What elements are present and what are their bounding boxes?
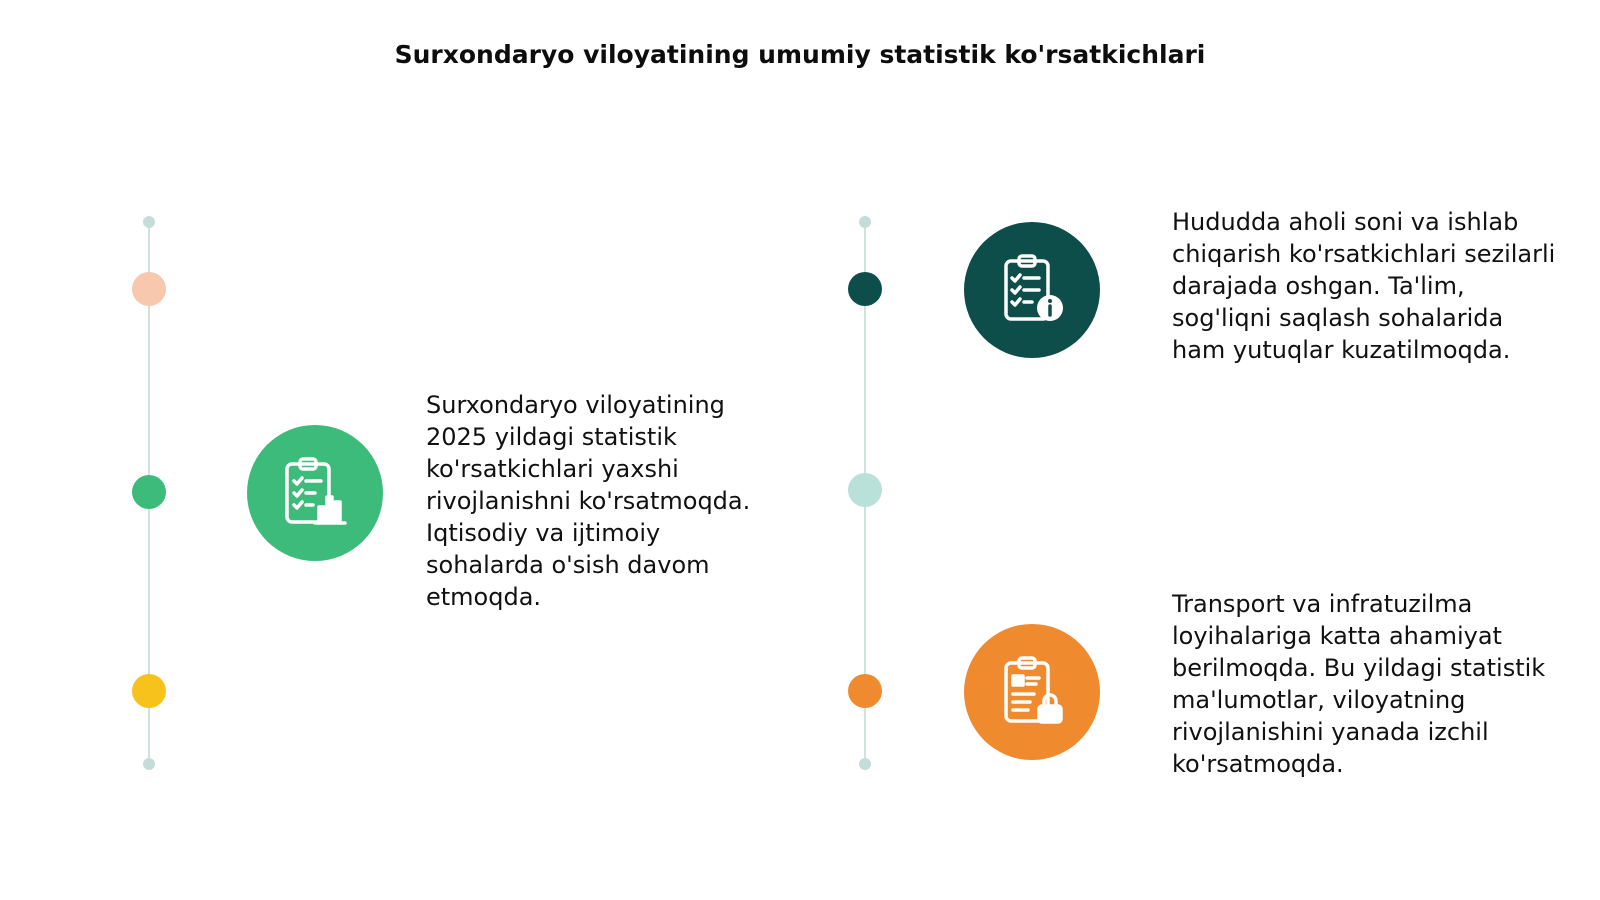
left-timeline-node-yellow <box>132 674 166 708</box>
clipboard-info-icon <box>964 222 1100 358</box>
right-timeline-end-dot <box>859 758 871 770</box>
left-timeline-node-peach <box>132 272 166 306</box>
timeline-item-3-text: Transport va infratuzilma loyihalariga katta ahamiyat berilmoqda. Bu yildagi statistik ma'lumotlar, viloyatning rivojlanishini yanada izchil ko'rsatmoqda. <box>1172 590 1546 778</box>
right-timeline-node-orange <box>848 674 882 708</box>
right-timeline-node-mint <box>848 473 882 507</box>
right-timeline-start-dot <box>859 216 871 228</box>
clipboard-chart-icon <box>247 425 383 561</box>
left-timeline-node-green <box>132 475 166 509</box>
clipboard-lock-icon <box>964 624 1100 760</box>
page-title: Surxondaryo viloyatining umumiy statistik ko'rsatkichlari <box>394 40 1206 69</box>
right-timeline-node-teal <box>848 272 882 306</box>
left-timeline-end-dot <box>143 758 155 770</box>
timeline-item-1-text: Surxondaryo viloyatining 2025 yildagi statistik ko'rsatkichlari yaxshi rivojlanishni ko'rsatmoqda. Iqtisodiy va ijtimoiy sohalarda o'sish davom etmoqda. <box>426 391 751 611</box>
left-timeline-start-dot <box>143 216 155 228</box>
timeline-item-2-text: Hududda aholi soni va ishlab chiqarish ko'rsatkichlari sezilarli darajada oshgan. Ta'lim, sog'liqni saqlash sohalarida ham yutuqlar kuzatilmoqda. <box>1172 208 1556 364</box>
